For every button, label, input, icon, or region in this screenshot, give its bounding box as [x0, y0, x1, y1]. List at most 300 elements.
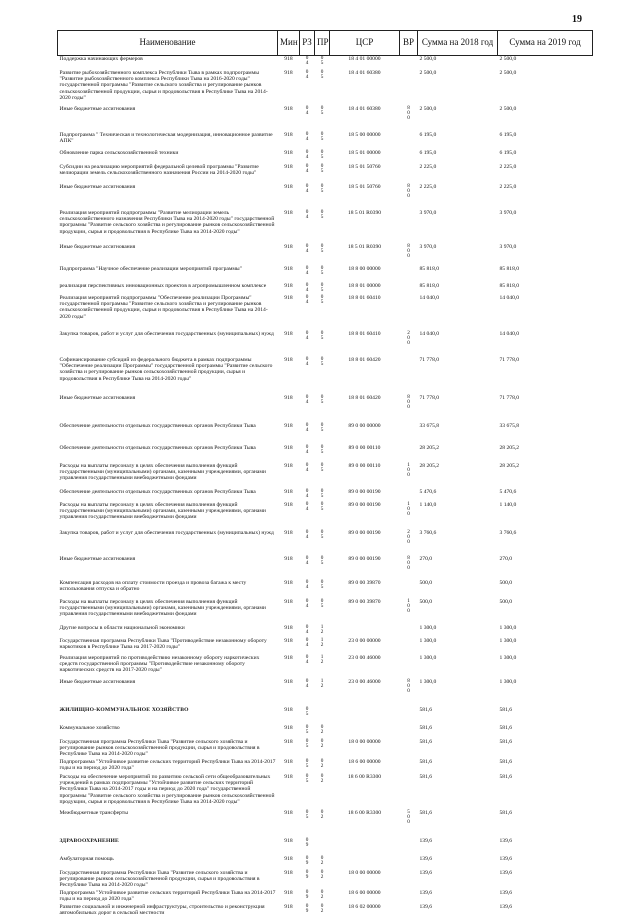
row-sum-2018: 581,6 — [419, 724, 433, 731]
row-pr — [315, 810, 330, 838]
row-vr — [400, 150, 418, 164]
row-pr — [315, 132, 330, 150]
row-rz-digit: 4 — [305, 492, 309, 499]
row-vr-digit: 0 — [407, 339, 410, 346]
table-row — [58, 295, 593, 331]
row-vr-digit: 0 — [407, 471, 410, 478]
row-name: Обеспечение деятельности отдельных государственных органов Республики Тыва — [59, 488, 256, 495]
row-sum-2018: 581,6 — [419, 758, 433, 765]
table-row — [58, 556, 593, 580]
row-rz-digit: 0 — [305, 578, 309, 585]
row-min: 918 — [284, 131, 293, 138]
row-vr — [400, 331, 418, 357]
row-vr-digit: 8 — [407, 182, 410, 189]
row-pr-digit: 1 — [320, 677, 324, 684]
row-vr — [400, 70, 418, 106]
table-row — [58, 530, 593, 556]
row-rz — [300, 70, 315, 106]
row-sum-2019: 581,6 — [499, 758, 513, 765]
row-pr-digit: 5 — [320, 135, 324, 142]
row-rz-digit: 4 — [305, 135, 309, 142]
row-pr — [315, 856, 330, 870]
row-vr — [400, 266, 418, 283]
row-rz-digit: 0 — [305, 355, 309, 362]
table-row — [58, 164, 593, 184]
row-name: ЖИЛИЩНО-КОММУНАЛЬНОЕ ХОЗЯЙСТВО — [59, 706, 189, 713]
row-rz-digit: 4 — [305, 398, 309, 405]
row-rz — [300, 463, 315, 489]
row-rz-digit: 4 — [305, 426, 309, 433]
row-vr-digit: 0 — [407, 813, 410, 820]
row-sum-2019: 500,0 — [499, 579, 513, 586]
row-pr-digit: 5 — [320, 187, 324, 194]
row-pr-digit: 0 — [320, 208, 324, 215]
table-header-row — [58, 31, 593, 56]
row-vr — [400, 530, 418, 556]
row-vr-digit: 0 — [407, 187, 410, 194]
row-vr-digit: 0 — [407, 466, 410, 473]
row-vr — [400, 445, 418, 463]
row-vr-digit: 0 — [407, 247, 410, 254]
row-sum-2019: 581,6 — [499, 724, 513, 731]
row-min: 918 — [284, 462, 293, 469]
row-pr-digit: 0 — [320, 854, 324, 861]
row-rz — [300, 445, 315, 463]
row-pr-digit: 0 — [320, 281, 324, 288]
row-pr — [315, 904, 330, 920]
row-rz-digit: 0 — [305, 836, 309, 843]
row-pr-digit: 0 — [320, 393, 324, 400]
table-row — [58, 580, 593, 599]
row-pr — [315, 870, 330, 890]
table-row — [58, 599, 593, 625]
row-sum-2018: 28 205,2 — [419, 462, 440, 469]
row-rz — [300, 679, 315, 707]
row-vr — [400, 184, 418, 210]
row-sum-2018: 14 040,0 — [419, 294, 440, 301]
row-rz-digit: 0 — [305, 677, 309, 684]
header-sum-2019: Сумма на 2019 год — [498, 31, 593, 56]
row-sum-2019: 581,6 — [499, 706, 513, 713]
row-pr-digit: 0 — [320, 130, 324, 137]
row-min: 918 — [284, 163, 293, 170]
row-pr — [315, 445, 330, 463]
row-rz — [300, 164, 315, 184]
row-pr-digit: 2 — [320, 682, 324, 689]
row-pr-digit: 5 — [320, 398, 324, 405]
row-sum-2019: 2 500,0 — [499, 69, 517, 76]
row-vr-digit: 0 — [407, 559, 410, 566]
row-rz — [300, 244, 315, 266]
row-name: Закупка товаров, работ и услуг для обеспечения государственных (муниципальных) нужд — [59, 529, 274, 536]
row-pr — [315, 739, 330, 759]
row-rz-digit: 4 — [305, 466, 309, 473]
row-rz-digit: 0 — [305, 162, 309, 169]
row-sum-2019: 581,6 — [499, 738, 513, 745]
row-csr: 18 0 00 00000 — [348, 869, 381, 876]
row-min: 918 — [284, 654, 293, 661]
row-vr — [400, 283, 418, 295]
row-pr-digit: 0 — [320, 723, 324, 730]
table-row — [58, 184, 593, 210]
row-sum-2019: 581,6 — [499, 773, 513, 780]
row-sum-2018: 71 778,0 — [419, 394, 440, 401]
row-vr-digit: 1 — [407, 500, 410, 507]
row-sum-2019: 139,6 — [499, 903, 513, 910]
row-vr — [400, 904, 418, 920]
row-csr: 18 5 01 50760 — [348, 183, 381, 190]
row-pr-digit: 0 — [320, 421, 324, 428]
row-min: 918 — [284, 56, 293, 62]
row-sum-2019: 3 760,6 — [499, 529, 517, 536]
row-rz — [300, 707, 315, 725]
row-pr-digit: 5 — [320, 426, 324, 433]
row-rz — [300, 266, 315, 283]
row-pr — [315, 184, 330, 210]
row-csr: 18 4 01 60380 — [348, 105, 381, 112]
row-rz-digit: 0 — [305, 148, 309, 155]
row-csr — [330, 725, 400, 739]
row-vr-digit: 8 — [407, 242, 410, 249]
row-rz-digit: 0 — [305, 329, 309, 336]
row-min: 918 — [284, 855, 293, 862]
row-rz-digit: 5 — [305, 777, 309, 784]
row-pr-digit: 0 — [320, 500, 324, 507]
row-vr-digit: 0 — [407, 533, 410, 540]
row-min: 918 — [284, 282, 293, 289]
row-name: реализация перспективных инновационных проектов в агропромышленном комплексе — [59, 282, 267, 289]
row-min: 918 — [284, 738, 293, 745]
row-sum-2019: 2 500,0 — [499, 105, 517, 112]
row-pr-digit: 0 — [320, 554, 324, 561]
row-vr — [400, 838, 418, 856]
row-rz-digit: 4 — [305, 559, 309, 566]
row-rz — [300, 890, 315, 904]
row-csr: 18 6 00 00000 — [348, 889, 381, 896]
row-csr: 18 8 00 00000 — [348, 265, 381, 272]
row-csr: 18 6 00 R3300 — [347, 809, 382, 816]
row-pr — [315, 580, 330, 599]
row-pr-digit: 0 — [320, 329, 324, 336]
row-pr-digit: 5 — [320, 269, 324, 276]
row-pr — [315, 164, 330, 184]
row-pr-digit: 0 — [320, 808, 324, 815]
row-pr-digit: 0 — [320, 737, 324, 744]
row-sum-2019: 2 225,0 — [499, 183, 517, 190]
row-pr-digit: 0 — [320, 148, 324, 155]
table-row — [58, 774, 593, 810]
row-sum-2018: 1 140,0 — [419, 501, 437, 508]
row-min: 918 — [284, 183, 293, 190]
row-rz-digit: 5 — [305, 762, 309, 769]
row-rz — [300, 132, 315, 150]
row-rz-digit: 4 — [305, 247, 309, 254]
row-pr — [315, 502, 330, 530]
row-sum-2018: 581,6 — [419, 809, 433, 816]
row-sum-2019: 3 970,0 — [499, 209, 517, 216]
row-pr-digit: 5 — [320, 602, 324, 609]
section-row — [58, 707, 593, 725]
row-rz-digit: 0 — [305, 293, 309, 300]
row-pr-digit: 0 — [320, 55, 324, 61]
row-rz — [300, 810, 315, 838]
row-csr: 18 4 01 60380 — [348, 69, 381, 76]
row-pr-digit: 2 — [320, 893, 324, 900]
row-sum-2018: 3 760,6 — [419, 529, 437, 536]
row-rz-digit: 4 — [305, 187, 309, 194]
row-sum-2018: 71 778,0 — [419, 356, 440, 363]
row-rz-digit: 0 — [305, 443, 309, 450]
row-rz — [300, 283, 315, 295]
page-number: 19 — [572, 14, 582, 25]
row-pr-digit: 2 — [320, 628, 324, 635]
row-pr-digit: 0 — [320, 104, 324, 111]
row-rz-digit: 0 — [305, 653, 309, 660]
row-pr-digit: 2 — [320, 859, 324, 866]
row-rz — [300, 502, 315, 530]
row-min: 918 — [284, 488, 293, 495]
row-pr-digit: 5 — [320, 109, 324, 116]
row-name: Закупка товаров, работ и услуг для обеспечения государственных (муниципальных) нужд — [59, 330, 274, 337]
row-sum-2019: 139,6 — [499, 869, 513, 876]
row-pr — [315, 70, 330, 106]
row-name: Межбюджетные трансферты — [59, 809, 128, 816]
row-sum-2018: 139,6 — [419, 889, 433, 896]
row-rz — [300, 56, 315, 70]
row-pr-digit: 5 — [320, 73, 324, 80]
row-vr — [400, 357, 418, 395]
row-vr-digit: 0 — [407, 818, 410, 825]
row-pr — [315, 150, 330, 164]
row-vr — [400, 295, 418, 331]
table-row — [58, 210, 593, 244]
table-row — [58, 244, 593, 266]
row-vr — [400, 625, 418, 638]
row-pr-digit: 0 — [320, 355, 324, 362]
header-min: Мин — [278, 31, 300, 56]
row-rz — [300, 530, 315, 556]
row-name: Обеспечение деятельности отдельных государственных органов Республики Тыва — [59, 444, 256, 451]
row-csr: 18 5 00 00000 — [348, 131, 381, 138]
row-vr-digit: 0 — [407, 192, 410, 199]
row-csr: 18 8 01 60410 — [348, 330, 381, 337]
row-csr: 89 0 00 00000 — [348, 422, 381, 429]
row-sum-2019: 139,6 — [499, 889, 513, 896]
row-sum-2018: 1 300,0 — [419, 624, 437, 631]
row-rz — [300, 395, 315, 423]
row-rz — [300, 774, 315, 810]
row-vr — [400, 463, 418, 489]
row-rz-digit: 4 — [305, 334, 309, 341]
table-row — [58, 150, 593, 164]
row-pr-digit: 0 — [320, 487, 324, 494]
row-vr — [400, 599, 418, 625]
table-row — [58, 106, 593, 132]
row-vr-digit: 2 — [407, 528, 410, 535]
row-sum-2018: 14 040,0 — [419, 330, 440, 337]
row-pr-digit: 5 — [320, 466, 324, 473]
row-rz-digit: 9 — [305, 859, 309, 866]
header-vr: ВР — [400, 31, 418, 56]
row-vr-digit: 0 — [407, 602, 410, 609]
row-pr — [315, 838, 330, 856]
row-pr — [315, 638, 330, 655]
row-pr-digit: 5 — [320, 334, 324, 341]
row-sum-2018: 139,6 — [419, 903, 433, 910]
row-csr: 23 0 00 46000 — [348, 654, 381, 661]
row-pr-digit: 5 — [320, 167, 324, 174]
row-min: 918 — [284, 501, 293, 508]
row-name: Коммунальное хозяйство — [59, 724, 120, 731]
row-vr — [400, 655, 418, 679]
row-sum-2018: 6 195,0 — [419, 149, 437, 156]
row-sum-2018: 139,6 — [419, 869, 433, 876]
row-rz-digit: 4 — [305, 505, 309, 512]
row-sum-2018: 33 675,8 — [419, 422, 440, 429]
row-pr — [315, 759, 330, 774]
row-pr-digit: 0 — [320, 242, 324, 249]
row-sum-2019: 5 470,6 — [499, 488, 517, 495]
row-pr — [315, 489, 330, 502]
row-sum-2018: 2 500,0 — [419, 69, 437, 76]
row-name: Другие вопросы в области национальной экономики — [59, 624, 185, 631]
row-min: 918 — [284, 903, 293, 910]
row-csr: 89 0 00 00190 — [348, 529, 381, 536]
table-row — [58, 725, 593, 739]
row-rz — [300, 638, 315, 655]
table-row — [58, 625, 593, 638]
row-pr — [315, 210, 330, 244]
row-sum-2018: 581,6 — [419, 738, 433, 745]
row-csr: 18 6 00 R3300 — [347, 773, 382, 780]
table-body — [58, 56, 593, 920]
row-pr — [315, 725, 330, 739]
table-row — [58, 395, 593, 423]
row-min: 918 — [284, 773, 293, 780]
row-vr — [400, 580, 418, 599]
row-sum-2018: 1 300,0 — [419, 637, 437, 644]
row-pr-digit: 1 — [320, 623, 324, 630]
row-rz — [300, 904, 315, 920]
row-vr-digit: 0 — [407, 114, 410, 121]
table-row — [58, 56, 593, 70]
row-csr — [330, 625, 400, 638]
row-sum-2019: 28 205,2 — [499, 462, 520, 469]
row-pr — [315, 625, 330, 638]
row-min: 918 — [284, 624, 293, 631]
row-pr-digit: 2 — [320, 641, 324, 648]
row-pr — [315, 707, 330, 725]
row-pr-digit: 0 — [320, 888, 324, 895]
row-sum-2018: 139,6 — [419, 837, 433, 844]
row-rz-digit: 4 — [305, 286, 309, 293]
row-rz-digit: 0 — [305, 772, 309, 779]
row-rz-digit: 0 — [305, 636, 309, 643]
row-sum-2019: 6 195,0 — [499, 149, 517, 156]
row-sum-2019: 2 500,0 — [499, 56, 517, 62]
header-sum-2018: Сумма на 2018 год — [418, 31, 498, 56]
row-pr-digit: 2 — [320, 728, 324, 735]
row-pr-digit: 0 — [320, 772, 324, 779]
row-pr-digit: 5 — [320, 533, 324, 540]
row-name: Реализация мероприятий по противодействию незаконному обороту наркотических средств государственной программы "Противодействие незаконному обороту наркотических средств на 2017-2020 годы" — [59, 654, 260, 674]
row-rz-digit: 4 — [305, 602, 309, 609]
row-rz-digit: 5 — [305, 710, 309, 717]
row-name: Обновление парка сельскохозяйственной техники — [59, 149, 179, 156]
row-pr-digit: 0 — [320, 461, 324, 468]
row-rz — [300, 625, 315, 638]
table-row — [58, 266, 593, 283]
row-csr: 18 8 01 60410 — [348, 294, 381, 301]
row-vr — [400, 56, 418, 70]
row-name: Софинансирование субсидий из федерального бюджета в рамках подпрограммы "Обеспечение реализации Программы" государственной программы "Развитие сельского хозяйства и регулирование рынков сельскохозяйственной продукции, сырья и продовольствия в Республике Тыва на 2014-2020 годы" — [59, 356, 273, 382]
row-name: Реализация мероприятий подпрограммы "Развитие мелиорации земель сельскохозяйственного назначения Республики Тыва на 2014-2020 годы" государственной программы "Развитие сельского хозяйства и регулирование рынков сельскохозяйственной продукции, сырья и продовольствия в Республике Тыва на 2014-2020 годы" — [59, 209, 275, 235]
row-sum-2019: 85 818,0 — [499, 265, 520, 272]
row-csr: 18 4 01 00000 — [348, 56, 381, 62]
row-name: Компенсация расходов на оплату стоимости проезда и провоза багажа к месту использования отпуска и обратно — [59, 579, 247, 592]
row-sum-2019: 581,6 — [499, 809, 513, 816]
row-pr — [315, 774, 330, 810]
row-sum-2018: 3 970,0 — [419, 209, 437, 216]
row-csr: 23 0 00 00000 — [348, 637, 381, 644]
row-rz — [300, 106, 315, 132]
row-min: 918 — [284, 294, 293, 301]
row-min: 918 — [284, 529, 293, 536]
row-sum-2019: 500,0 — [499, 598, 513, 605]
table-row — [58, 904, 593, 920]
row-pr-digit: 5 — [320, 559, 324, 566]
row-min: 918 — [284, 555, 293, 562]
table-row — [58, 638, 593, 655]
table-row — [58, 655, 593, 679]
row-sum-2019: 1 300,0 — [499, 654, 517, 661]
row-rz-digit: 0 — [305, 902, 309, 909]
row-sum-2018: 581,6 — [419, 773, 433, 780]
row-sum-2019: 1 300,0 — [499, 637, 517, 644]
row-vr-digit: 8 — [407, 393, 410, 400]
row-rz-digit: 4 — [305, 153, 309, 160]
row-vr-digit: 0 — [407, 252, 410, 259]
row-vr — [400, 210, 418, 244]
row-min: 918 — [284, 724, 293, 731]
row-rz-digit: 4 — [305, 73, 309, 80]
row-name: Расходы на выплаты персоналу в целях обеспечения выполнения функций государственными (муниципальными) органами, казенными учреждениями, органами управления государственными внебюджетными фондами — [59, 598, 266, 618]
row-rz-digit: 4 — [305, 448, 309, 455]
row-name: Обеспечение деятельности отдельных государственных органов Республики Тыва — [59, 422, 256, 429]
row-rz — [300, 295, 315, 331]
row-vr — [400, 739, 418, 759]
row-vr — [400, 725, 418, 739]
table-row — [58, 445, 593, 463]
row-csr: 89 0 00 00190 — [348, 488, 381, 495]
row-name: Иные бюджетные ассигнования — [59, 243, 136, 250]
row-pr — [315, 599, 330, 625]
row-name: Развитие рыбохозяйственного комплекса Республики Тыва в рамках подпрограммы "Развитие рыбохозяйственного комплекса Республики Тыва на 2016-2020 годы" государственной программы "Развитие сельского хозяйства и регулирование рынков сельскохозяйственной продукции, сырья и продовольствия в Республике Тыва на 2014-2020 годы" — [59, 69, 268, 102]
row-rz-digit: 9 — [305, 907, 309, 914]
table-row — [58, 283, 593, 295]
row-pr-digit: 2 — [320, 813, 324, 820]
row-rz-digit: 4 — [305, 628, 309, 635]
row-csr — [330, 856, 400, 870]
row-vr-digit: 0 — [407, 505, 410, 512]
row-pr — [315, 266, 330, 283]
row-sum-2018: 28 205,2 — [419, 444, 440, 451]
row-rz-digit: 0 — [305, 597, 309, 604]
row-rz-digit: 0 — [305, 264, 309, 271]
table-row — [58, 739, 593, 759]
row-min: 918 — [284, 579, 293, 586]
row-sum-2019: 1 140,0 — [499, 501, 517, 508]
